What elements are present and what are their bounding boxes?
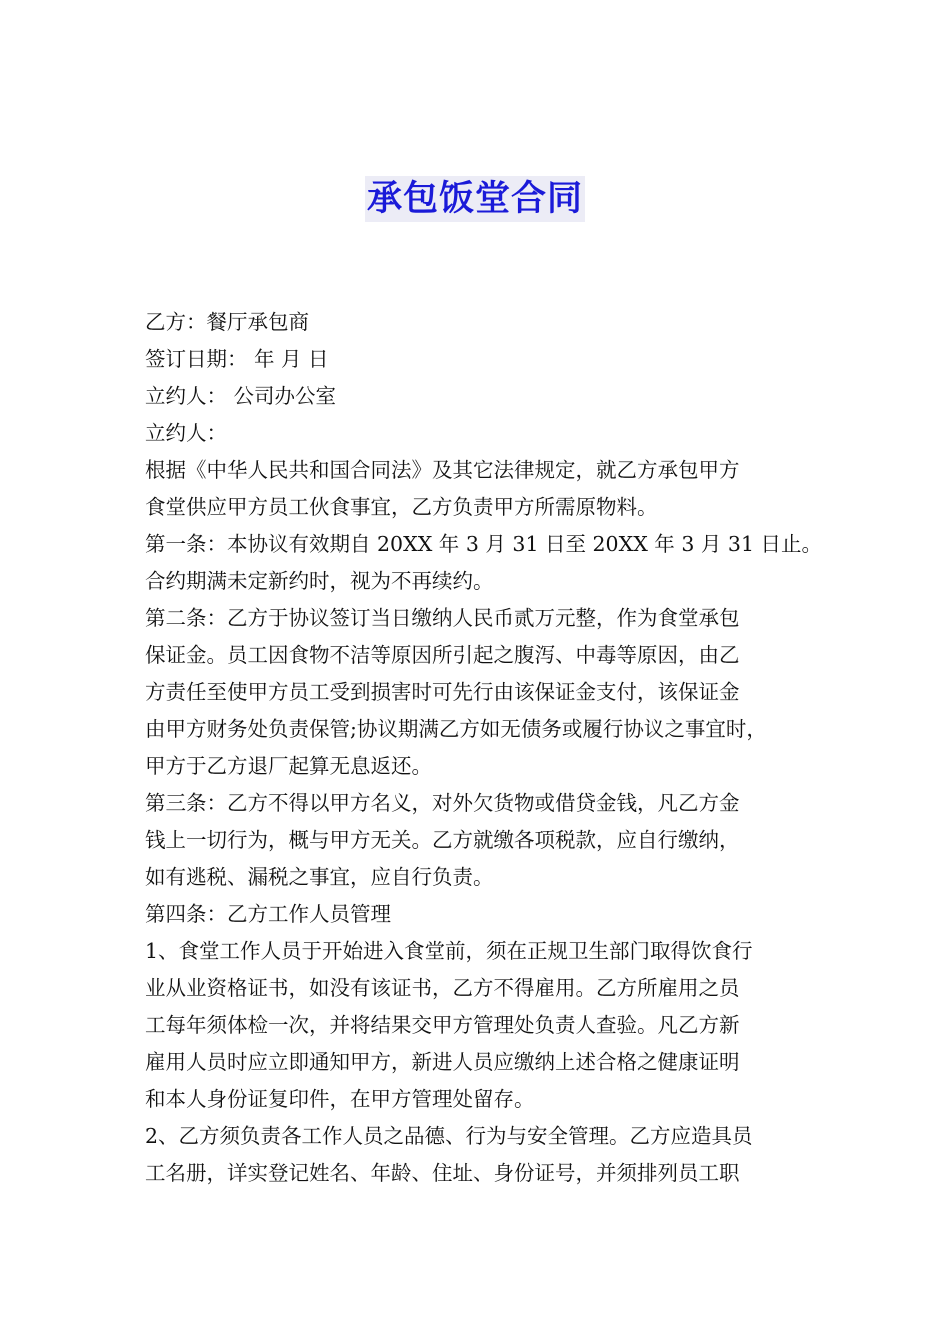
body-line: 钱上一切行为，概与甲方无关。乙方就缴各项税款，应自行缴纳，: [145, 828, 740, 852]
body-line: 雇用人员时应立即通知甲方，新进人员应缴纳上述合格之健康证明: [145, 1050, 740, 1074]
body-line: 第四条：乙方工作人员管理: [145, 902, 391, 926]
body-line: 食堂供应甲方员工伙食事宜，乙方负责甲方所需原物料。: [145, 495, 658, 519]
body-line: 乙方：餐厅承包商: [145, 310, 309, 334]
body-line: 和本人身份证复印件，在甲方管理处留存。: [145, 1087, 535, 1111]
title-container: [0, 176, 950, 222]
body-line: 签订日期： 年 月 日: [145, 347, 329, 371]
body-line: 2、乙方须负责各工作人员之品德、行为与安全管理。乙方应造具员: [145, 1124, 753, 1148]
body-line: 根据《中华人民共和国合同法》及其它法律规定，就乙方承包甲方: [145, 458, 740, 482]
body-line: 甲方于乙方退厂起算无息返还。: [145, 754, 432, 778]
body-line: 合约期满未定新约时，视为不再续约。: [145, 569, 494, 593]
body-line: 1、食堂工作人员于开始进入食堂前，须在正规卫生部门取得饮食行: [145, 939, 753, 963]
body-line: 立约人：: [145, 421, 227, 445]
body-line: 方责任至使甲方员工受到损害时可先行由该保证金支付，该保证金: [145, 680, 740, 704]
body-line: 第一条：本协议有效期自 20XX 年 3 月 31 日至 20XX 年 3 月 31 日止。: [145, 532, 822, 556]
body-line: 工名册，详实登记姓名、年龄、住址、身份证号，并须排列员工职: [145, 1161, 740, 1185]
body-line: 立约人： 公司办公室: [145, 384, 337, 408]
body-line: 业从业资格证书，如没有该证书，乙方不得雇用。乙方所雇用之员: [145, 976, 740, 1000]
body-line: 第三条：乙方不得以甲方名义，对外欠货物或借贷金钱，凡乙方金: [145, 791, 740, 815]
document-body: [145, 304, 825, 1192]
body-line: 如有逃税、漏税之事宜，应自行负责。: [145, 865, 494, 889]
body-line: 保证金。员工因食物不洁等原因所引起之腹泻、中毒等原因，由乙: [145, 643, 740, 667]
body-line: 第二条：乙方于协议签订当日缴纳人民币贰万元整，作为食堂承包: [145, 606, 740, 630]
body-line: 由甲方财务处负责保管;协议期满乙方如无债务或履行协议之事宜时，: [145, 717, 767, 741]
body-line: 工每年须体检一次，并将结果交甲方管理处负责人查验。凡乙方新: [145, 1013, 740, 1037]
document-title: 承包饭堂合同: [365, 176, 585, 222]
